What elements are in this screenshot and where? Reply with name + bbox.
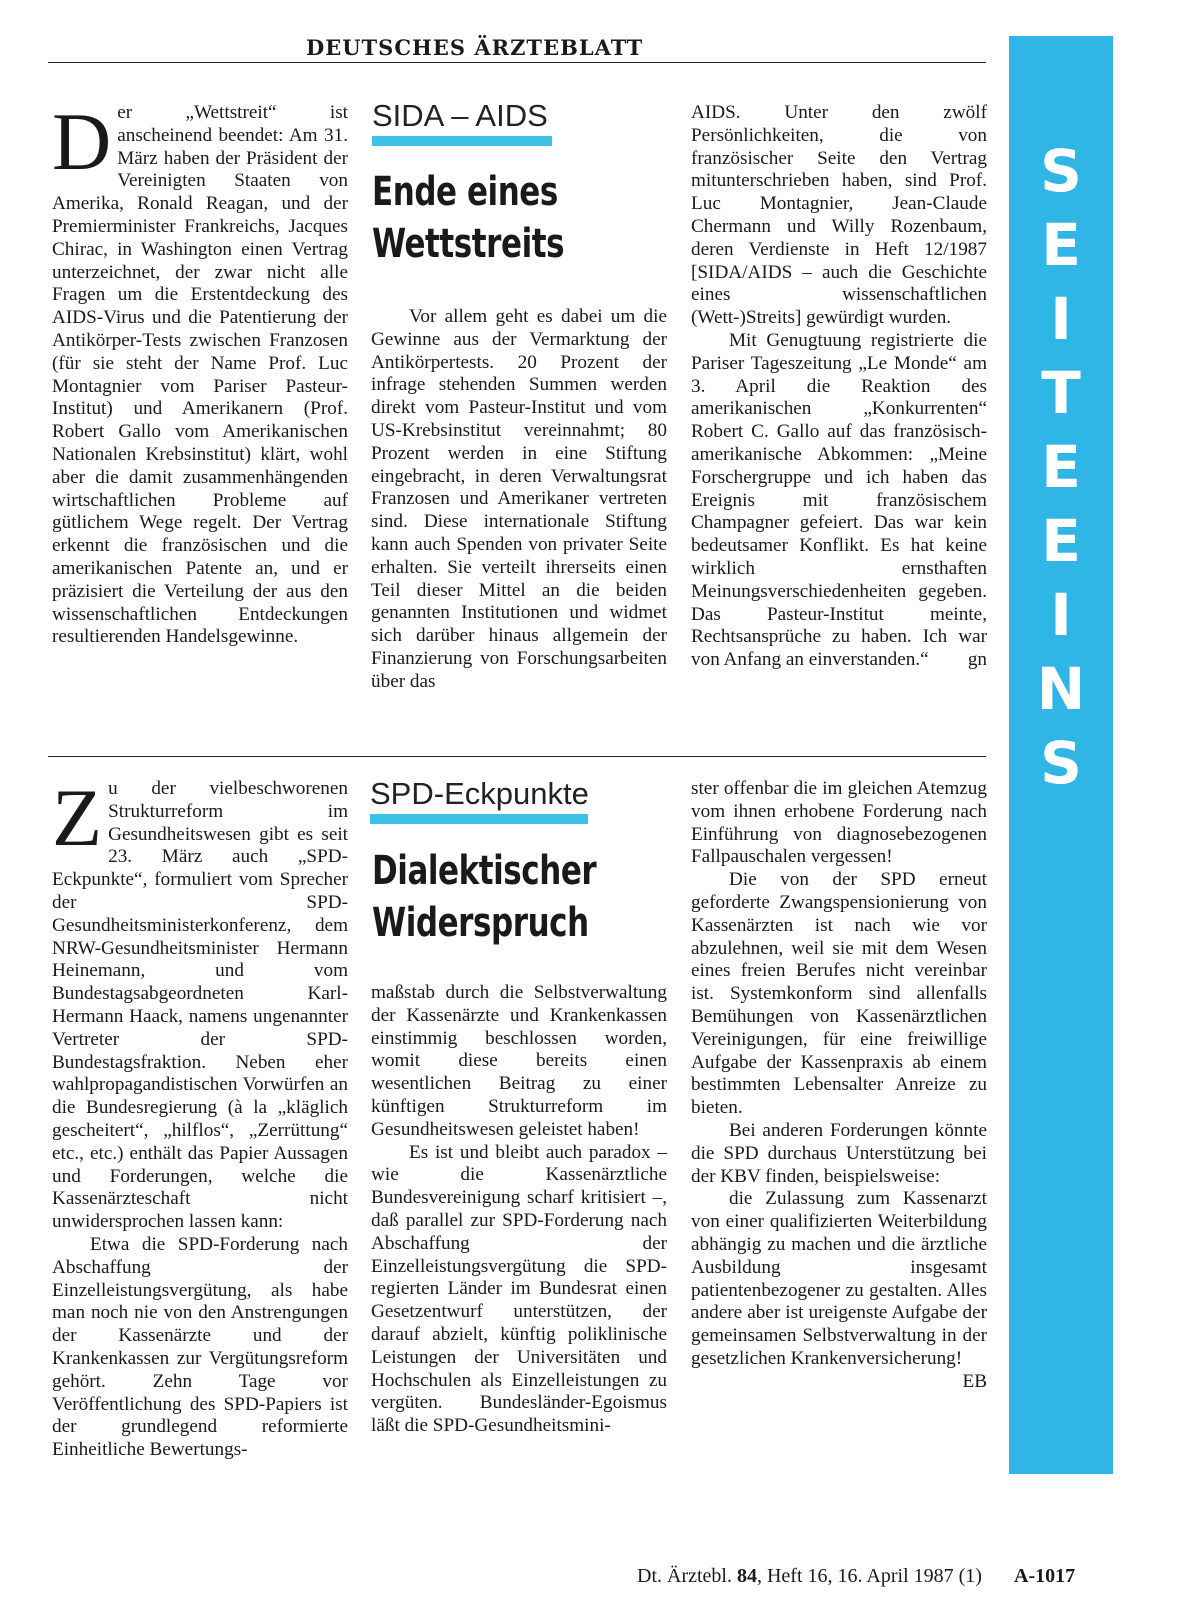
sidebar-letter: I — [1050, 285, 1072, 353]
headline-line: Widerspruch — [372, 900, 589, 946]
article2-col3-p3: Bei anderen Forderungen könnte die SPD durchaus Unterstützung bei der KBV finden, beispielsweise: — [691, 1119, 987, 1187]
section-divider — [48, 756, 986, 757]
article1-kicker: SIDA – AIDS — [372, 98, 548, 133]
article2-column-1 — [52, 772, 348, 1462]
footer-volume: 84 — [736, 1565, 757, 1587]
article2-col1-p1: u der vielbeschworenen Strukturreform im Gesundheitswesen gibt es seit 23. März auch „SPD-Eckpunkte“, formuliert vom Sprecher der SPD-Gesundheitsministerkonferenz, dem NRW-Gesundheitsminister Hermann Heinemann, und vom Bundestagsabgeordneten Karl-Hermann Haack, namens ungenannter Vertreter der SPD-Bundestagsfraktion. Neben eher wahlpropagandistischen Vorwürfen an die Bundesregierung (à la „kläglich gescheitert“, „hilflos“, „Zerrüttung“ etc., etc.) enthält das Papier Aussagen und Forderungen, welche die Kassenärzteschaft nicht unwidersprochen lassen kann: — [52, 778, 348, 1233]
footer-citation — [637, 1565, 982, 1588]
drop-cap: Z — [52, 772, 103, 863]
article2-col1-p2: Etwa die SPD-Forderung nach Abschaffung der Einzelleistungsvergütung, als habe man noch nie von den Anstrengungen der Kassenärzte und der Krankenkassen zur Vergütungsreform gehört. Zehn Tage vor Veröffentlichung des SPD-Papiers ist der grundlegend reformierte Einheitliche Bewertungs- — [52, 1233, 348, 1461]
article2-kicker-bar — [370, 814, 588, 824]
article1-kicker-bar — [372, 136, 552, 146]
sidebar-letter: S — [1040, 137, 1082, 205]
masthead-rule — [48, 62, 986, 63]
signature: gn — [967, 649, 987, 671]
footer-journal: Dt. Ärztebl. — [637, 1565, 732, 1587]
headline-line: Ende eines — [372, 169, 558, 215]
article1-col3-p2: Mit Genugtuung registrierte die Pariser Tageszeitung „Le Monde“ am 3. April die Reaktion des amerikanischen „Konkurrenten“ Robert C. Gallo auf das französisch-amerikanische Abkommen: „Meine Forschergruppe und ich haben das Ereignis mit französischem Champagner gefeiert. Das war kein bedeutsamer Konflikt. Es hat keine wirklich ernsthaften Meinungsverschiedenheiten gegeben. Das Pasteur-Institut meinte, Rechtsansprüche zu haben. Ich war von Anfang an einverstanden.“ gn — [691, 329, 987, 671]
article1-column-1 — [52, 96, 348, 649]
article1-col1-text: er „Wettstreit“ ist anscheinend beendet: Am 31. März haben der Präsident der Vereinigten Staaten von Amerika, Ronald Reagan, und der Premierminister Frankreichs, Jacques Chirac, in Washington einen Vertrag unterzeichnet, der zwar nicht alle Fragen um die Erstentdeckung des AIDS-Virus und die Patentierung der Antikörper-Tests zwischen Franzosen (für sie steht der Name Prof. Luc Montagnier vom Pariser Pasteur-Institut) und Amerikanern (Prof. Robert Gallo vom Amerikanischen Nationalen Krebsinstitut) klärt, wohl aber die damit zusammenhängenden wirtschaftlichen Probleme auf gütlichem Wege regelt. Der Vertrag erkennt die französischen und die amerikanischen Patente an, und er präzisiert die Verteilung der aus den wissenschaftlichen Entdeckungen resultierenden Handelsgewinne. — [52, 102, 348, 648]
sidebar-letter: S — [1040, 729, 1082, 797]
sidebar-letter: N — [1036, 655, 1086, 723]
article2-kicker: SPD-Eckpunkte — [370, 776, 589, 811]
masthead: DEUTSCHES ÄRZTEBLATT — [306, 35, 644, 60]
sidebar-letter: E — [1041, 211, 1081, 279]
article2-col3-p4: die Zulassung zum Kassenarzt von einer qualifizierten Weiterbildung abhängig zu machen und die ärztliche Ausbildung insgesamt patientenbezogener zu gestalten. Alles andere aber ist ureigenste Aufgabe der gemeinsamen Selbstverwaltung in der gesetzlichen Krankenversicherung! EB — [691, 1188, 987, 1392]
headline-line: Dialektischer — [372, 848, 597, 894]
article1-column-2 — [371, 306, 667, 694]
sidebar-letters — [1009, 134, 1113, 800]
article2-column-3 — [691, 778, 987, 1394]
article2-col3-p1: ster offenbar die im gleichen Atemzug vom ihnen erhobene Forderung nach Einführung von diagnosebezogenen Fallpauschalen vergessen! — [691, 778, 987, 868]
article2-headline — [372, 845, 596, 949]
article2-col3-p2: Die von der SPD erneut geforderte Zwangspensionierung von Kassenärzten ist nach wie vor abzulehnen, weil sie mit dem Wesen eines freien Berufes nicht vereinbar ist. Systemkonform sind allenfalls Bemühungen von Kassenärztlichen Vereinigungen, für eine freiwillige Aufgabe der Kassenpraxis ab einem bestimmten Lebensalter Anreize zu bieten. — [691, 869, 987, 1119]
headline-line: Wettstreits — [372, 221, 565, 267]
article1-col2-text: Vor allem geht es dabei um die Gewinne aus der Vermarktung der Antikörpertests. 20 Prozent der infrage stehenden Summen werden direkt vom Pasteur-Institut und vom US-Krebsinstitut vereinnahmt; 80 Prozent werden in eine Stiftung eingebracht, in deren Verwaltungsrat Franzosen und Amerikaner vertreten sind. Diese internationale Stiftung kann auch Spenden von privater Seite erhalten. Sie verteilt ihrerseits einen Teil dieser Mittel an die beiden genannten Institutionen und widmet sich darüber hinaus allgemein der Finanzierung von Forschungsarbeiten über das — [371, 306, 667, 692]
signature: EB — [962, 1370, 987, 1392]
sidebar-letter: E — [1041, 433, 1081, 501]
sidebar-letter: T — [1041, 359, 1081, 427]
article2-col2-p1: maßstab durch die Selbstverwaltung der Kassenärzte und Krankenkassen einstimmig beschlossen worden, womit diese bereits einen wesentlichen Beitrag zu einer künftigen Strukturreform im Gesundheitswesen geleistet haben! — [371, 982, 667, 1140]
sidebar-letter: E — [1041, 507, 1081, 575]
page-number: A-1017 — [1014, 1565, 1076, 1587]
article1-column-3 — [691, 102, 987, 672]
article2-col2-p2: Es ist und bleibt auch paradox – wie die Kassenärztliche Bundesvereinigung scharf kritisiert –, daß parallel zur SPD-Forderung nach Abschaffung der Einzelleistungsvergütung die SPD-regierten Länder im Bundesrat einen Gesetzentwurf unterstützen, der darauf abzielt, künftig poliklinische Leistungen der Universitäten und Hochschulen als Einzelleistungen zu vergüten. Bundesländer-Egoismus läßt die SPD-Gesundheitsmini- — [371, 1141, 667, 1437]
sidebar-letter: I — [1050, 581, 1072, 649]
seite-eins-sidebar — [1009, 36, 1113, 1474]
article1-headline — [372, 166, 564, 270]
article1-col3-p1: AIDS. Unter den zwölf Persönlichkeiten, die von französischer Seite den Vertrag mitunterschrieben haben, sind Prof. Luc Montagnier, Jean-Claude Chermann und Willy Rozenbaum, deren Verdienste in Heft 12/1987 [SIDA/AIDS – auch die Geschichte eines wissenschaftlichen (Wett-)Streits] gewürdigt wurden. — [691, 102, 987, 329]
article2-column-2 — [371, 982, 667, 1438]
drop-cap: D — [52, 96, 112, 187]
footer-issue: , Heft 16, 16. April 1987 (1) — [756, 1565, 982, 1587]
